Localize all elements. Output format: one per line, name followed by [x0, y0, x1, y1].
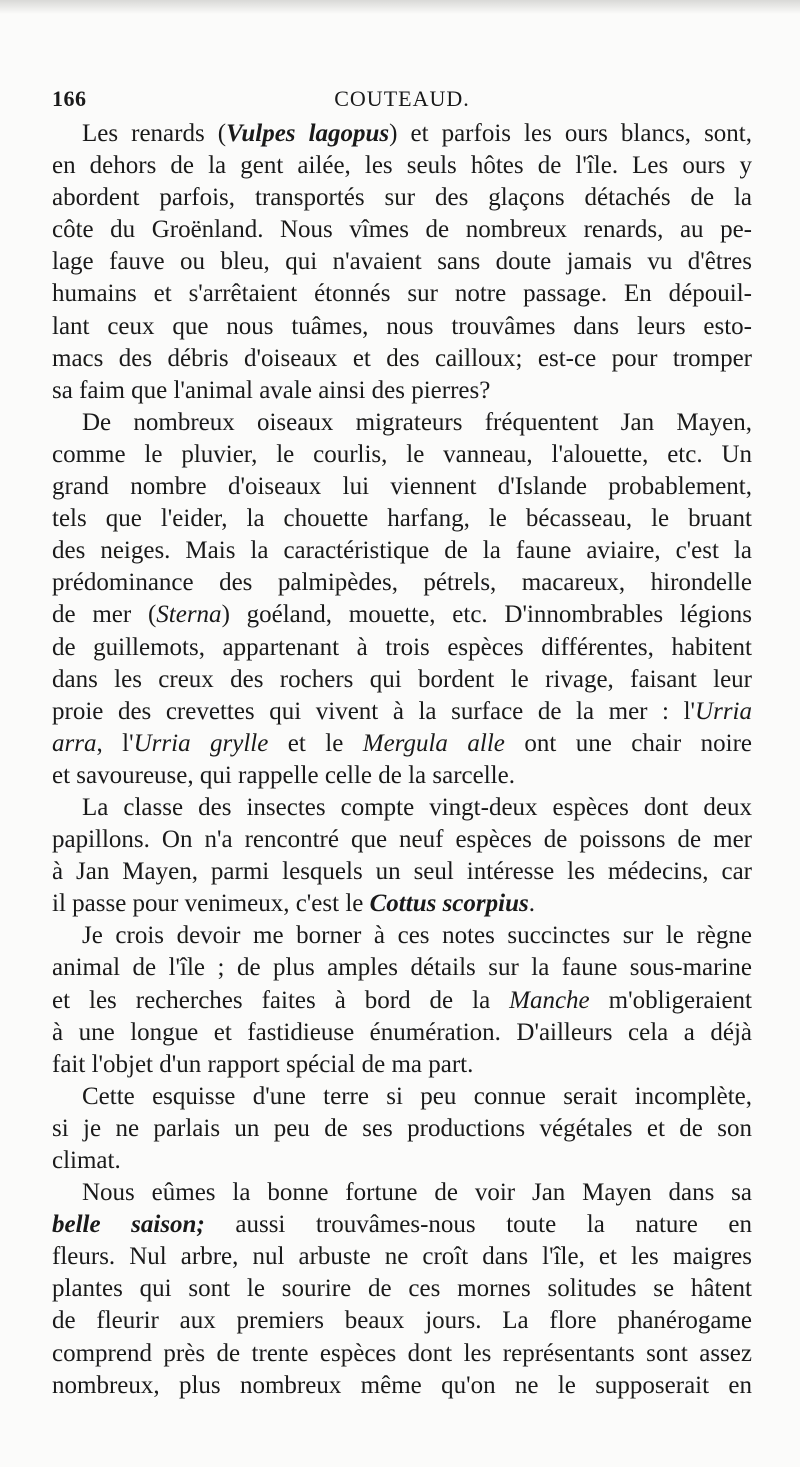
text-line — [52, 632, 752, 664]
text-line — [52, 1113, 752, 1145]
text-segment: et savoureuse, qui rappelle celle de la sarcelle. — [52, 761, 515, 789]
text-line — [52, 1177, 752, 1209]
italic-term: Urria — [695, 697, 752, 725]
text-segment: m'obligeraient — [589, 986, 752, 1014]
italic-term: Sterna — [156, 601, 222, 629]
italic-term: belle saison; — [52, 1211, 205, 1239]
text-line — [52, 343, 752, 375]
text-line — [52, 150, 752, 182]
text-line — [52, 439, 752, 471]
italic-term: Manche — [509, 986, 590, 1014]
text-line — [52, 503, 752, 535]
text-segment: fait l'objet d'un rapport spécial de ma part. — [52, 1050, 474, 1078]
text-line — [52, 1338, 752, 1370]
text-line — [52, 728, 752, 760]
text-line — [52, 1241, 752, 1273]
text-segment: Nous eûmes la bonne fortune de voir Jan Mayen dans sa — [82, 1179, 752, 1207]
text-segment: de fleurir aux premiers beaux jours. La flore phanérogame — [52, 1307, 752, 1335]
scan-edge-shadow — [0, 0, 800, 14]
text-line — [52, 664, 752, 696]
text-segment: papillons. On n'a rencontré que neuf espèces de poissons de mer — [52, 826, 752, 854]
text-segment: ont une chair noire — [504, 729, 752, 757]
text-line — [52, 278, 752, 310]
text-line — [52, 311, 752, 343]
text-line — [52, 535, 752, 567]
italic-term: Urria grylle — [133, 729, 269, 757]
body-text — [52, 118, 752, 1402]
text-line — [52, 471, 752, 503]
text-line — [52, 1017, 752, 1049]
running-title: COUTEAUD. — [334, 86, 470, 111]
text-line — [52, 1049, 752, 1081]
text-segment: plantes qui sont le sourire de ces mornes solitudes se hâtent — [52, 1275, 752, 1303]
text-segment: ) et parfois les ours blancs, sont, — [389, 120, 752, 147]
italic-term: Mergula alle — [362, 729, 505, 757]
text-segment: macs des débris d'oiseaux et des cailloux; est-ce pour tromper — [52, 344, 752, 372]
text-segment: nombreux, plus nombreux même qu'on ne le supposerait en — [52, 1371, 752, 1399]
text-segment: aussi trouvâmes-nous toute la nature en — [204, 1211, 752, 1239]
text-segment: climat. — [52, 1147, 121, 1174]
text-line — [52, 985, 752, 1017]
text-line — [52, 246, 752, 278]
text-segment: fleurs. Nul arbre, nul arbuste ne croît dans l'île, et les maigres — [52, 1243, 752, 1271]
text-segment: De nombreux oiseaux migrateurs fréquentent Jan Mayen, — [82, 408, 752, 436]
text-line — [52, 407, 752, 439]
text-segment: lage fauve ou bleu, qui n'avaient sans doute jamais vu d'êtres — [52, 248, 752, 276]
text-line — [52, 760, 752, 792]
text-line — [52, 1081, 752, 1113]
text-line — [52, 856, 752, 888]
text-segment: dans les creux des rochers qui bordent le rivage, faisant leur — [52, 665, 752, 693]
text-segment: et le — [268, 729, 363, 757]
text-segment: Les renards ( — [82, 120, 227, 147]
text-line — [52, 792, 752, 824]
text-segment: côte du Groënland. Nous vîmes de nombreux renards, au pe- — [52, 216, 752, 244]
text-segment: proie des crevettes qui vivent à la surface de la mer : l' — [52, 697, 696, 725]
text-line — [52, 182, 752, 214]
text-line — [52, 118, 752, 150]
text-segment: tels que l'eider, la chouette harfang, le bécasseau, le bruant — [52, 505, 752, 533]
text-segment: il passe pour venimeux, c'est le — [52, 890, 370, 918]
text-segment: , l' — [96, 729, 134, 757]
text-segment: animal de l'île ; de plus amples détails sur la faune sous-marine — [52, 954, 752, 982]
text-segment: abordent parfois, transportés sur des glaçons détachés de la — [52, 184, 752, 212]
italic-term: Cottus scorpius — [369, 890, 529, 918]
text-line — [52, 696, 752, 728]
text-line — [52, 952, 752, 984]
text-line — [52, 1209, 752, 1241]
text-line — [52, 1305, 752, 1337]
text-segment: comme le pluvier, le courlis, le vanneau, l'alouette, etc. Un — [52, 440, 752, 468]
text-segment: en dehors de la gent ailée, les seuls hôtes de l'île. Les ours y — [52, 152, 752, 180]
page-header — [52, 86, 752, 116]
text-segment: Cette esquisse d'une terre si peu connue serait incomplète, — [82, 1082, 752, 1110]
text-line — [52, 1370, 752, 1402]
text-line — [52, 824, 752, 856]
text-segment: lant ceux que nous tuâmes, nous trouvâmes dans leurs esto- — [52, 312, 752, 340]
text-segment: à une longue et fastidieuse énumération. D'ailleurs cela a déjà — [52, 1018, 752, 1046]
text-segment: ) goéland, mouette, etc. D'innombrables légions — [221, 601, 752, 629]
text-line — [52, 214, 752, 246]
italic-term: Vulpes lagopus — [226, 120, 390, 147]
text-segment: La classe des insectes compte vingt-deux espèces dont deux — [82, 793, 752, 821]
text-segment: grand nombre d'oiseaux lui viennent d'Islande probablement, — [52, 473, 752, 501]
italic-term: arra — [52, 729, 97, 757]
text-line — [52, 1145, 752, 1177]
text-segment: . — [528, 890, 535, 918]
text-segment: et les recherches faites à bord de la — [52, 986, 510, 1014]
text-segment: sa faim que l'animal avale ainsi des pierres? — [52, 376, 491, 404]
page-number: 166 — [52, 86, 87, 111]
text-segment: Je crois devoir me borner à ces notes succinctes sur le règne — [82, 922, 752, 950]
text-segment: à Jan Mayen, parmi lesquels un seul intéresse les médecins, car — [52, 858, 752, 886]
text-segment: comprend près de trente espèces dont les représentants sont assez — [52, 1339, 752, 1367]
text-line — [52, 888, 752, 920]
text-line — [52, 920, 752, 952]
text-segment: de mer ( — [52, 601, 157, 629]
text-segment: si je ne parlais un peu de ses productions végétales et de son — [52, 1114, 752, 1142]
text-segment: de guillemots, appartenant à trois espèces différentes, habitent — [52, 633, 752, 661]
text-segment: prédominance des palmipèdes, pétrels, macareux, hirondelle — [52, 569, 752, 597]
text-line — [52, 375, 752, 407]
text-line — [52, 1273, 752, 1305]
text-segment: humains et s'arrêtaient étonnés sur notre passage. En dépouil- — [52, 280, 752, 308]
text-line — [52, 567, 752, 599]
text-segment: des neiges. Mais la caractéristique de la faune aviaire, c'est la — [52, 537, 752, 565]
text-line — [52, 599, 752, 631]
